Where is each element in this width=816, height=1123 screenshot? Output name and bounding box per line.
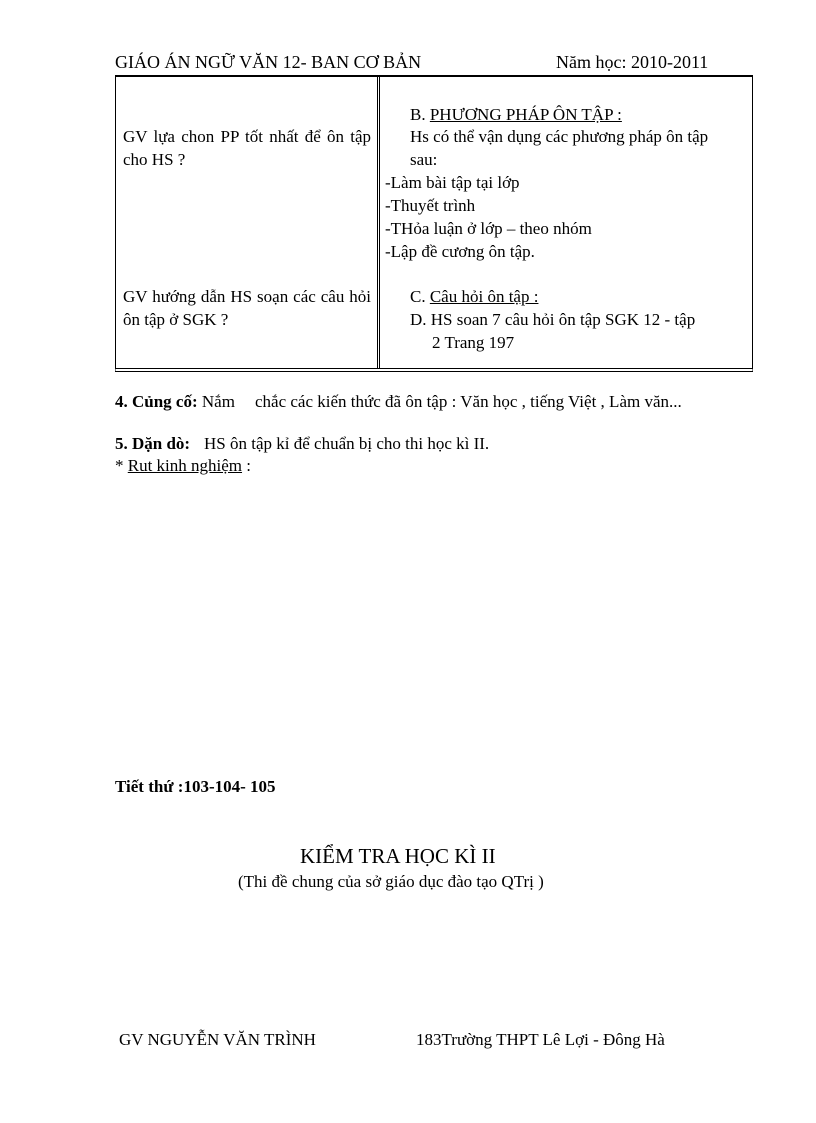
section-c-heading bbox=[410, 285, 538, 308]
homework-label: 5. Dặn dò: bbox=[115, 434, 191, 453]
teacher-question-guide: GV hướng dẫn HS soạn các câu hỏi ôn tập ở SGK ? bbox=[123, 287, 371, 329]
footer-teacher: GV NGUYỄN VĂN TRÌNH bbox=[119, 1030, 316, 1049]
method-item: -Thuyết trình bbox=[385, 196, 476, 215]
method-item: -Lập đề cương ôn tập. bbox=[385, 242, 535, 261]
method-intro-line1: Hs có thể vận dụng các phương pháp ôn tập bbox=[410, 127, 709, 146]
exam-subtitle: (Thi đề chung của sở giáo dục đào tạo QTrị ) bbox=[238, 872, 544, 891]
section-c-title: Câu hỏi ôn tập : bbox=[429, 287, 539, 306]
section-d-line1: D. HS soan 7 câu hỏi ôn tập SGK 12 - tập bbox=[410, 310, 696, 329]
section-b-title: PHƯƠNG PHÁP ÔN TẬP : bbox=[429, 105, 622, 124]
header-title: GIÁO ÁN NGỮ VĂN 12- BAN CƠ BẢN bbox=[115, 52, 422, 72]
consolidation-label: 4. Củng cố: bbox=[115, 392, 198, 411]
method-item: -Làm bài tập tại lớp bbox=[385, 173, 520, 192]
section-b-prefix: B. bbox=[410, 105, 430, 124]
lesson-period: Tiết thứ :103-104- 105 bbox=[115, 777, 276, 796]
section-c-prefix: C. bbox=[410, 287, 430, 306]
section-d-line2: 2 Trang 197 bbox=[432, 333, 515, 352]
table-column-divider bbox=[377, 76, 380, 369]
method-item: -THỏa luận ở lớp – theo nhóm bbox=[385, 219, 592, 238]
header-school-year: Năm học: 2010-2011 bbox=[556, 52, 709, 72]
consolidation-text: chắc các kiến thức đã ôn tập : Văn học , tiếng Việt , Làm văn... bbox=[255, 392, 682, 411]
exam-title: KIỂM TRA HỌC KÌ II bbox=[300, 844, 496, 868]
experience-prefix: * bbox=[115, 456, 128, 475]
footer-school: 183Trường THPT Lê Lợi - Đông Hà bbox=[416, 1030, 665, 1049]
consolidation-line bbox=[115, 392, 235, 412]
method-intro-line2: sau: bbox=[410, 150, 438, 169]
consolidation-word: Nắm bbox=[201, 392, 235, 411]
experience-label: Rut kinh nghiệm bbox=[127, 456, 243, 475]
homework-text: HS ôn tập kỉ để chuẩn bị cho thi học kì II. bbox=[204, 434, 490, 453]
experience-notes bbox=[115, 456, 251, 476]
experience-suffix: : bbox=[242, 456, 252, 475]
section-b-heading bbox=[410, 103, 622, 126]
teacher-question-method: GV lựa chon PP tốt nhất để ôn tập cho HS ? bbox=[123, 127, 371, 169]
